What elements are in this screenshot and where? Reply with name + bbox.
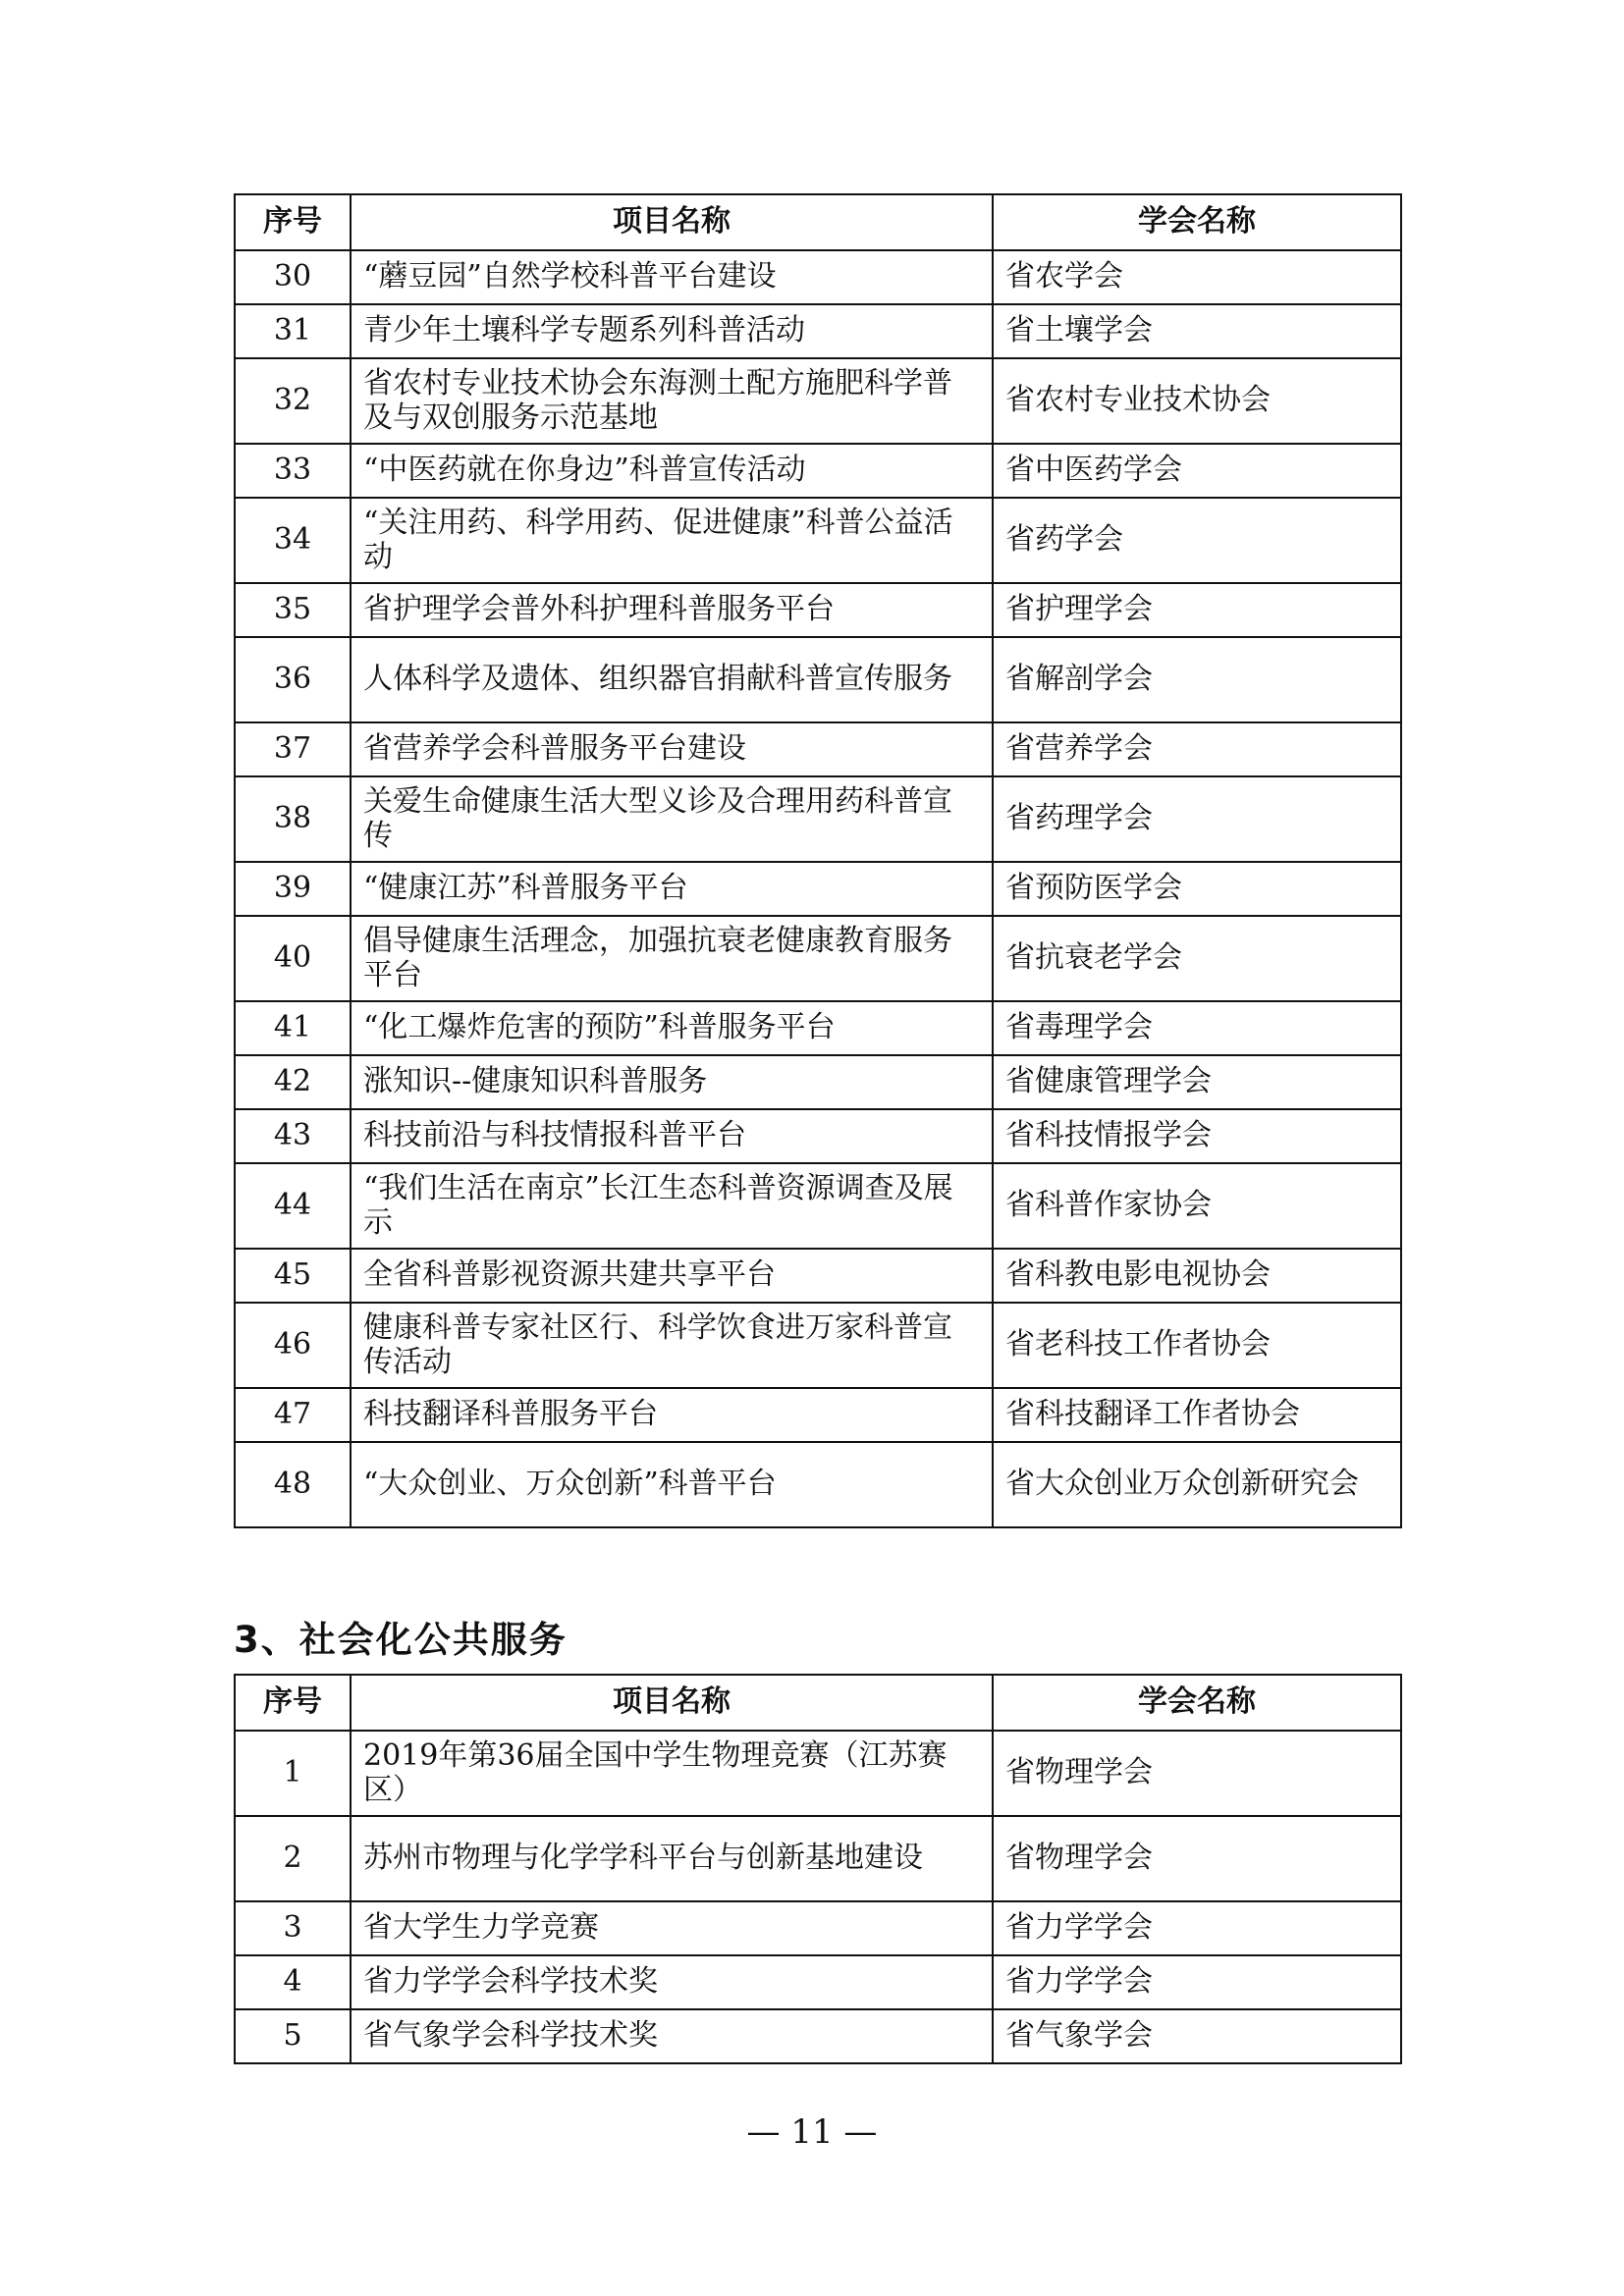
table-row	[235, 2009, 1401, 2063]
table-row	[235, 358, 1401, 444]
project-name: “大众创业、万众创新”科普平台	[351, 1442, 993, 1527]
table-row	[235, 250, 1401, 304]
serial-number: 43	[235, 1109, 351, 1163]
society-name: 省气象学会	[993, 2009, 1401, 2063]
project-name: 涨知识--健康知识科普服务	[351, 1055, 993, 1109]
project-name: 科技前沿与科技情报科普平台	[351, 1109, 993, 1163]
society-name: 省营养学会	[993, 722, 1401, 776]
serial-number: 39	[235, 862, 351, 916]
table-row	[235, 1109, 1401, 1163]
serial-number: 32	[235, 358, 351, 444]
page-number: — 11 —	[746, 2112, 878, 2152]
project-name: 苏州市物理与化学学科平台与创新基地建设	[351, 1816, 993, 1901]
serial-number: 3	[235, 1901, 351, 1955]
table-row	[235, 583, 1401, 637]
serial-number: 31	[235, 304, 351, 358]
project-name: 省营养学会科普服务平台建设	[351, 722, 993, 776]
table-row	[235, 304, 1401, 358]
serial-number: 34	[235, 498, 351, 583]
project-name: “化工爆炸危害的预防”科普服务平台	[351, 1001, 993, 1055]
serial-number: 46	[235, 1303, 351, 1388]
project-name: 关爱生命健康生活大型义诊及合理用药科普宣传	[351, 776, 993, 862]
serial-number: 36	[235, 637, 351, 722]
project-table-2	[234, 1674, 1402, 2064]
table-row	[235, 722, 1401, 776]
serial-number: 2	[235, 1816, 351, 1901]
serial-number: 45	[235, 1249, 351, 1303]
serial-number: 30	[235, 250, 351, 304]
project-name: “健康江苏”科普服务平台	[351, 862, 993, 916]
society-name: 省物理学会	[993, 1731, 1401, 1816]
serial-number: 4	[235, 1955, 351, 2009]
serial-number: 44	[235, 1163, 351, 1249]
project-name: “关注用药、科学用药、促进健康”科普公益活动	[351, 498, 993, 583]
table-row	[235, 1303, 1401, 1388]
table-row	[235, 1901, 1401, 1955]
header-society-name: 学会名称	[993, 1675, 1401, 1731]
table-row	[235, 776, 1401, 862]
table-row	[235, 1955, 1401, 2009]
table-row	[235, 1442, 1401, 1527]
project-name: 省护理学会普外科护理科普服务平台	[351, 583, 993, 637]
project-name: 2019年第36届全国中学生物理竞赛（江苏赛区）	[351, 1731, 993, 1816]
project-name: 省大学生力学竞赛	[351, 1901, 993, 1955]
serial-number: 35	[235, 583, 351, 637]
serial-number: 5	[235, 2009, 351, 2063]
society-name: 省解剖学会	[993, 637, 1401, 722]
society-name: 省抗衰老学会	[993, 916, 1401, 1001]
project-name: 科技翻译科普服务平台	[351, 1388, 993, 1442]
header-serial-number: 序号	[235, 1675, 351, 1731]
society-name: 省毒理学会	[993, 1001, 1401, 1055]
header-serial-number: 序号	[235, 194, 351, 250]
society-name: 省护理学会	[993, 583, 1401, 637]
project-name: “我们生活在南京”长江生态科普资源调查及展示	[351, 1163, 993, 1249]
header-project-name: 项目名称	[351, 194, 993, 250]
society-name: 省中医药学会	[993, 444, 1401, 498]
society-name: 省土壤学会	[993, 304, 1401, 358]
project-name: 人体科学及遗体、组织器官捐献科普宣传服务	[351, 637, 993, 722]
society-name: 省药理学会	[993, 776, 1401, 862]
table-row	[235, 444, 1401, 498]
society-name: 省药学会	[993, 498, 1401, 583]
society-name: 省科普作家协会	[993, 1163, 1401, 1249]
table-row	[235, 1001, 1401, 1055]
table-row	[235, 1163, 1401, 1249]
project-name: 省农村专业技术协会东海测土配方施肥科学普及与双创服务示范基地	[351, 358, 993, 444]
table-row	[235, 498, 1401, 583]
table-row	[235, 862, 1401, 916]
table-row	[235, 1731, 1401, 1816]
table-row	[235, 1388, 1401, 1442]
project-name: 省力学学会科学技术奖	[351, 1955, 993, 2009]
project-name: 倡导健康生活理念，加强抗衰老健康教育服务平台	[351, 916, 993, 1001]
society-name: 省健康管理学会	[993, 1055, 1401, 1109]
table-header-row	[235, 194, 1401, 250]
society-name: 省农学会	[993, 250, 1401, 304]
serial-number: 33	[235, 444, 351, 498]
serial-number: 41	[235, 1001, 351, 1055]
society-name: 省科技翻译工作者协会	[993, 1388, 1401, 1442]
serial-number: 48	[235, 1442, 351, 1527]
serial-number: 42	[235, 1055, 351, 1109]
project-name: “蘑豆园”自然学校科普平台建设	[351, 250, 993, 304]
serial-number: 38	[235, 776, 351, 862]
society-name: 省大众创业万众创新研究会	[993, 1442, 1401, 1527]
society-name: 省老科技工作者协会	[993, 1303, 1401, 1388]
serial-number: 1	[235, 1731, 351, 1816]
table-row	[235, 916, 1401, 1001]
table-row	[235, 1055, 1401, 1109]
section-heading: 3、社会化公共服务	[234, 1619, 568, 1661]
project-name: 省气象学会科学技术奖	[351, 2009, 993, 2063]
project-name: “中医药就在你身边”科普宣传活动	[351, 444, 993, 498]
serial-number: 37	[235, 722, 351, 776]
project-name: 健康科普专家社区行、科学饮食进万家科普宣传活动	[351, 1303, 993, 1388]
serial-number: 47	[235, 1388, 351, 1442]
society-name: 省力学学会	[993, 1901, 1401, 1955]
project-name: 青少年土壤科学专题系列科普活动	[351, 304, 993, 358]
society-name: 省预防医学会	[993, 862, 1401, 916]
table-row	[235, 1816, 1401, 1901]
table-header-row	[235, 1675, 1401, 1731]
society-name: 省物理学会	[993, 1816, 1401, 1901]
table-row	[235, 1249, 1401, 1303]
society-name: 省科技情报学会	[993, 1109, 1401, 1163]
society-name: 省科教电影电视协会	[993, 1249, 1401, 1303]
serial-number: 40	[235, 916, 351, 1001]
header-society-name: 学会名称	[993, 194, 1401, 250]
society-name: 省力学学会	[993, 1955, 1401, 2009]
header-project-name: 项目名称	[351, 1675, 993, 1731]
project-name: 全省科普影视资源共建共享平台	[351, 1249, 993, 1303]
society-name: 省农村专业技术协会	[993, 358, 1401, 444]
project-table-1	[234, 193, 1402, 1528]
table-row	[235, 637, 1401, 722]
